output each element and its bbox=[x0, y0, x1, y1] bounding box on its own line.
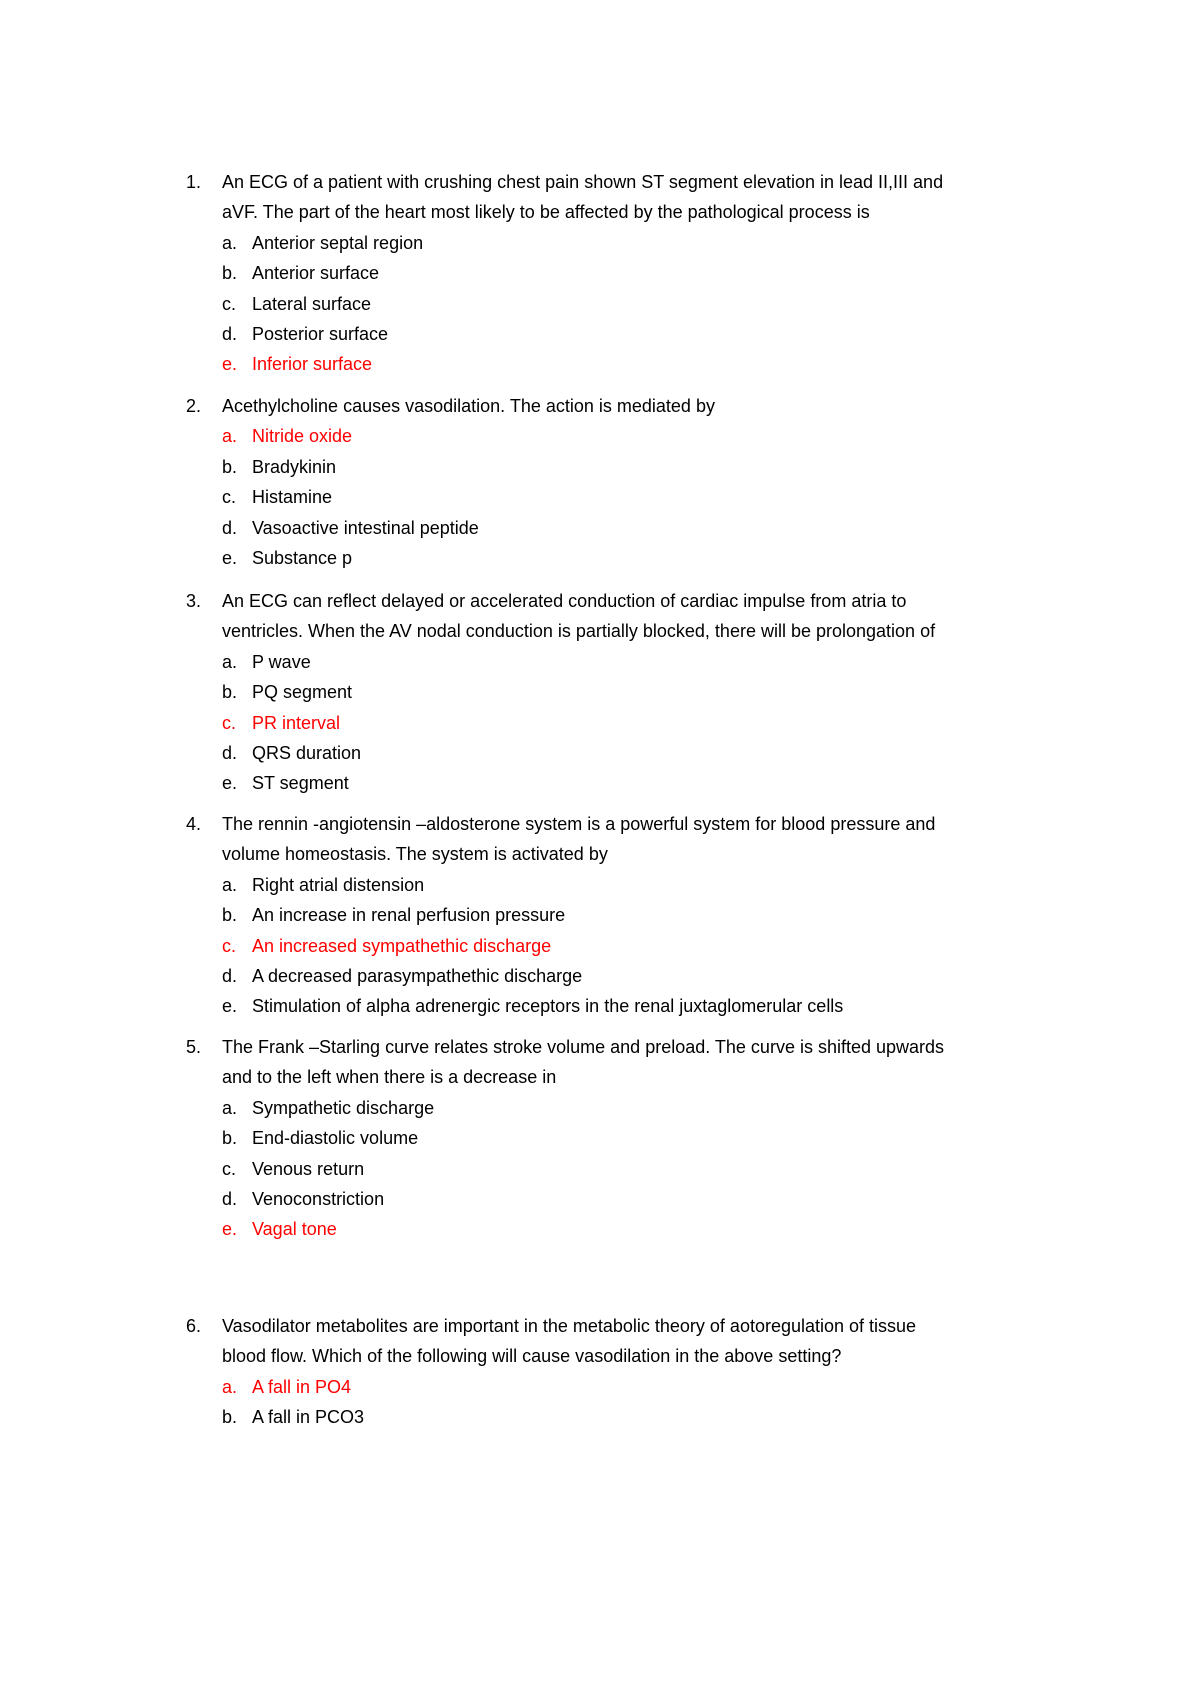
option-letter: d. bbox=[222, 965, 238, 986]
option-letter: e. bbox=[222, 547, 238, 568]
question-number: 2. bbox=[186, 396, 202, 416]
option-c bbox=[186, 1154, 1036, 1184]
question-text-line: Vasodilator metabolites are important in the metabolic theory of aotoregulation of tissue bbox=[222, 1316, 917, 1336]
question-3 bbox=[186, 586, 1036, 799]
option-c bbox=[186, 289, 1036, 319]
option-list bbox=[186, 647, 1036, 799]
option-text: A decreased parasympathethic discharge bbox=[252, 965, 583, 986]
option-text: Histamine bbox=[252, 487, 333, 508]
option-letter: c. bbox=[222, 935, 237, 956]
option-text: Posterior surface bbox=[252, 323, 389, 344]
option-letter: c. bbox=[222, 712, 237, 733]
option-letter: d. bbox=[222, 517, 238, 538]
option-letter: e. bbox=[222, 354, 238, 375]
option-letter: c. bbox=[222, 1158, 237, 1179]
option-e bbox=[186, 768, 1036, 798]
option-b bbox=[186, 1123, 1036, 1153]
option-letter: e. bbox=[222, 773, 238, 794]
option-letter: a. bbox=[222, 232, 238, 253]
question-text-line: The rennin -angiotensin –aldosterone system is a powerful system for blood pressure and bbox=[222, 814, 936, 834]
option-list bbox=[186, 1372, 1036, 1433]
option-a bbox=[186, 228, 1036, 258]
option-a bbox=[186, 1093, 1036, 1123]
question-5 bbox=[186, 1032, 1036, 1245]
question-number: 3. bbox=[186, 591, 202, 611]
option-c-correct-answer bbox=[186, 708, 1036, 738]
option-e-correct-answer bbox=[186, 1214, 1036, 1244]
question-number: 6. bbox=[186, 1316, 202, 1336]
option-text: Right atrial distension bbox=[252, 874, 425, 895]
option-text: A fall in PO4 bbox=[252, 1376, 352, 1397]
option-text: Stimulation of alpha adrenergic receptors in the renal juxtaglomerular cells bbox=[252, 996, 844, 1017]
option-text: Nitride oxide bbox=[252, 426, 353, 447]
option-text: Anterior septal region bbox=[252, 232, 424, 253]
question-stem bbox=[186, 167, 1036, 197]
option-d bbox=[186, 738, 1036, 768]
option-b bbox=[186, 900, 1036, 930]
option-text: ST segment bbox=[252, 773, 349, 794]
option-letter: d. bbox=[222, 1188, 238, 1209]
option-c-correct-answer bbox=[186, 931, 1036, 961]
option-d bbox=[186, 961, 1036, 991]
option-letter: e. bbox=[222, 996, 238, 1017]
option-text: An increase in renal perfusion pressure bbox=[252, 905, 566, 926]
option-letter: a. bbox=[222, 426, 238, 447]
option-b bbox=[186, 677, 1036, 707]
option-letter: a. bbox=[222, 874, 238, 895]
question-number: 4. bbox=[186, 814, 202, 834]
question-text-line: An ECG can reflect delayed or accelerated conduction of cardiac impulse from atria to bbox=[222, 591, 907, 611]
option-letter: a. bbox=[222, 651, 238, 672]
question-text-line: blood flow. Which of the following will cause vasodilation in the above setting? bbox=[222, 1346, 842, 1367]
option-d bbox=[186, 319, 1036, 349]
option-text: P wave bbox=[252, 651, 311, 672]
option-b bbox=[186, 1402, 1036, 1432]
question-stem bbox=[186, 1311, 1036, 1341]
option-letter: b. bbox=[222, 905, 238, 926]
option-text: PR interval bbox=[252, 712, 341, 733]
question-number: 1. bbox=[186, 172, 202, 192]
option-letter: c. bbox=[222, 293, 237, 314]
question-text-line: The Frank –Starling curve relates stroke volume and preload. The curve is shifted upwards bbox=[222, 1037, 945, 1057]
option-list bbox=[186, 228, 1036, 380]
option-e bbox=[186, 991, 1036, 1021]
question-stem bbox=[186, 586, 1036, 616]
option-text: Vagal tone bbox=[252, 1219, 337, 1240]
option-text: Inferior surface bbox=[252, 354, 373, 375]
question-2 bbox=[186, 391, 1036, 573]
option-letter: d. bbox=[222, 742, 238, 763]
option-text: Bradykinin bbox=[252, 456, 337, 477]
option-text: QRS duration bbox=[252, 742, 362, 763]
question-text-line: ventricles. When the AV nodal conduction is partially blocked, there will be prolongation of bbox=[222, 621, 936, 642]
option-c bbox=[186, 482, 1036, 512]
option-d bbox=[186, 513, 1036, 543]
question-text-line: aVF. The part of the heart most likely to be affected by the pathological process is bbox=[222, 202, 870, 223]
option-text: An increased sympathethic discharge bbox=[252, 935, 552, 956]
option-a bbox=[186, 870, 1036, 900]
option-b bbox=[186, 258, 1036, 288]
option-letter: c. bbox=[222, 487, 237, 508]
option-letter: a. bbox=[222, 1097, 238, 1118]
option-text: Substance p bbox=[252, 547, 353, 568]
option-e bbox=[186, 543, 1036, 573]
option-text: Anterior surface bbox=[252, 263, 380, 284]
option-text: Venous return bbox=[252, 1158, 365, 1179]
option-letter: b. bbox=[222, 682, 238, 703]
question-text-line: and to the left when there is a decrease in bbox=[222, 1067, 557, 1088]
option-letter: b. bbox=[222, 1407, 238, 1428]
option-d bbox=[186, 1184, 1036, 1214]
option-text: End-diastolic volume bbox=[252, 1128, 419, 1149]
question-1 bbox=[186, 167, 1036, 380]
option-a-correct-answer bbox=[186, 421, 1036, 451]
option-list bbox=[186, 1093, 1036, 1245]
question-text-line: Acethylcholine causes vasodilation. The action is mediated by bbox=[222, 396, 715, 416]
option-text: Lateral surface bbox=[252, 293, 372, 314]
question-text-line: An ECG of a patient with crushing chest pain shown ST segment elevation in lead II,III and bbox=[222, 172, 944, 192]
question-4 bbox=[186, 809, 1036, 1022]
question-stem bbox=[186, 391, 1036, 421]
option-letter: b. bbox=[222, 1128, 238, 1149]
option-text: A fall in PCO3 bbox=[252, 1407, 365, 1428]
option-e-correct-answer bbox=[186, 349, 1036, 379]
question-text-line: volume homeostasis. The system is activated by bbox=[222, 844, 608, 865]
question-stem bbox=[186, 1032, 1036, 1062]
option-text: PQ segment bbox=[252, 682, 353, 703]
option-b bbox=[186, 452, 1036, 482]
option-letter: e. bbox=[222, 1219, 238, 1240]
option-text: Sympathetic discharge bbox=[252, 1097, 435, 1118]
option-text: Venoconstriction bbox=[252, 1188, 385, 1209]
question-6 bbox=[186, 1311, 1036, 1433]
option-letter: b. bbox=[222, 456, 238, 477]
question-number: 5. bbox=[186, 1037, 202, 1057]
option-text: Vasoactive intestinal peptide bbox=[252, 517, 479, 538]
option-letter: b. bbox=[222, 263, 238, 284]
option-letter: d. bbox=[222, 323, 238, 344]
option-letter: a. bbox=[222, 1376, 238, 1397]
option-list bbox=[186, 870, 1036, 1022]
option-list bbox=[186, 421, 1036, 573]
question-stem bbox=[186, 809, 1036, 839]
option-a-correct-answer bbox=[186, 1372, 1036, 1402]
option-a bbox=[186, 647, 1036, 677]
